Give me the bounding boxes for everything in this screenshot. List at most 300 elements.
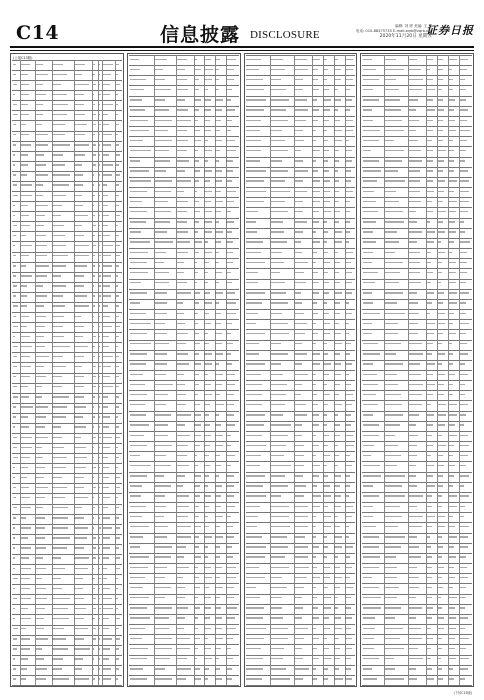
table-row-rule — [246, 583, 356, 584]
table-cell-text — [385, 262, 403, 263]
table-cell-text — [226, 313, 235, 314]
table-row-rule — [246, 126, 356, 127]
table-cell-text — [116, 154, 120, 155]
table-cell-text — [226, 343, 233, 344]
table-cell-text — [204, 363, 211, 364]
table-row-rule — [129, 319, 239, 320]
table-cell-text — [449, 241, 454, 242]
table-cell-text — [93, 74, 95, 75]
table-cell-text — [438, 516, 445, 517]
table-cell-text — [36, 437, 48, 438]
table-cell-text — [460, 79, 465, 80]
table-cell-text — [21, 205, 28, 206]
table-cell-text — [449, 658, 456, 659]
table-cell-text — [93, 517, 94, 518]
table-cell-text — [13, 356, 17, 357]
table-cell-text — [74, 447, 86, 448]
table-cell-text — [427, 546, 431, 547]
table-cell-text — [130, 353, 147, 354]
table-cell-text — [74, 497, 88, 498]
table-cell-text — [36, 578, 42, 579]
table-cell-text — [13, 326, 18, 327]
table-cell-text — [345, 353, 350, 354]
table-cell-text — [460, 414, 466, 415]
table-cell-text — [52, 628, 63, 629]
table-cell-text — [385, 99, 400, 100]
table-row-rule — [129, 340, 239, 341]
table-cell-text — [116, 608, 118, 609]
table-row-rule — [246, 319, 356, 320]
table-cell-text — [271, 475, 286, 476]
table-cell-text — [21, 618, 31, 619]
table-cell-text — [93, 588, 95, 589]
table-cell-text — [215, 69, 219, 70]
table-row-rule — [12, 181, 122, 182]
table-cell-text — [409, 140, 418, 141]
table-cell-text — [74, 467, 85, 468]
table-cell-text — [323, 556, 327, 557]
table-cell-text — [385, 414, 403, 415]
table-cell-text — [177, 394, 186, 395]
table-row-rule — [362, 55, 472, 56]
table-cell-text — [363, 648, 374, 649]
table-cell-text — [363, 678, 377, 679]
masthead-meta — [312, 24, 432, 39]
table-cell-text — [334, 252, 337, 253]
table-cell-text — [36, 447, 42, 448]
table-cell-text — [246, 394, 261, 395]
table-cell-text — [204, 180, 210, 181]
table-column-2 — [127, 53, 241, 687]
table-cell-text — [215, 587, 222, 588]
section-title-en: DISCLOSURE — [250, 29, 320, 41]
table-cell-text — [334, 353, 340, 354]
table-cell-text — [427, 109, 435, 110]
table-cell-text — [21, 336, 30, 337]
table-cell-text — [363, 384, 378, 385]
table-cell-text — [363, 587, 379, 588]
table-cell-text — [246, 252, 261, 253]
table-cell-text — [52, 285, 66, 286]
table-row-rule — [246, 289, 356, 290]
table-cell-text — [215, 658, 219, 659]
table-cell-text — [271, 120, 289, 121]
table-cell-text — [226, 424, 235, 425]
table-cell-text — [460, 455, 468, 456]
table-row-rule — [246, 177, 356, 178]
table-cell-text — [36, 618, 44, 619]
table-row-rule — [129, 85, 239, 86]
table-cell-text — [116, 336, 119, 337]
table-cell-text — [295, 394, 302, 395]
table-cell-text — [204, 628, 211, 629]
table-cell-text — [99, 658, 100, 659]
table-cell-text — [345, 404, 352, 405]
table-row-rule — [362, 451, 472, 452]
table-cell-text — [103, 64, 113, 65]
table-cell-text — [52, 94, 67, 95]
table-cell-text — [130, 140, 143, 141]
table-cell-text — [271, 617, 284, 618]
table-cell-text — [13, 104, 17, 105]
table-row-rule — [362, 583, 472, 584]
table-cell-text — [295, 170, 309, 171]
table-cell-text — [130, 577, 146, 578]
table-cell-text — [74, 346, 88, 347]
table-cell-text — [21, 557, 30, 558]
table-cell-text — [226, 678, 232, 679]
table-cell-text — [363, 69, 376, 70]
table-cell-text — [99, 124, 101, 125]
table-cell-text — [438, 130, 443, 131]
table-cell-text — [460, 485, 465, 486]
table-cell-text — [36, 114, 44, 115]
table-cell-text — [449, 455, 453, 456]
table-cell-text — [93, 618, 95, 619]
table-cell-text — [427, 120, 434, 121]
table-cell-text — [215, 384, 222, 385]
table-row-rule — [362, 624, 472, 625]
table-cell-text — [116, 457, 118, 458]
table-cell-text — [52, 326, 63, 327]
table-cell-text — [385, 506, 400, 507]
table-row-rule — [12, 373, 122, 374]
table-row-rule — [362, 492, 472, 493]
table-cell-text — [246, 59, 261, 60]
table-cell-text — [177, 140, 188, 141]
table-cell-text — [52, 547, 66, 548]
table-cell-text — [271, 536, 288, 537]
table-cell-text — [427, 526, 432, 527]
table-cell-text — [130, 516, 143, 517]
table-cell-text — [74, 114, 84, 115]
table-cell-text — [13, 457, 18, 458]
table-cell-text — [74, 195, 81, 196]
table-cell-text — [427, 231, 435, 232]
table-cell-text — [99, 487, 100, 488]
table-cell-text — [246, 424, 264, 425]
table-cell-text — [52, 336, 64, 337]
table-row-rule — [362, 360, 472, 361]
table-cell-text — [345, 323, 349, 324]
table-cell-text — [215, 201, 222, 202]
table-cell-text — [21, 638, 30, 639]
table-cell-text — [312, 160, 315, 161]
table-cell-text — [93, 497, 94, 498]
table-cell-text — [438, 668, 442, 669]
table-cell-text — [345, 678, 352, 679]
table-cell-text — [21, 195, 32, 196]
table-cell-text — [204, 567, 211, 568]
table-cell-text — [194, 79, 198, 80]
table-cell-text — [323, 241, 327, 242]
table-cell-text — [295, 587, 304, 588]
table-cell-text — [438, 191, 444, 192]
table-row-rule — [129, 573, 239, 574]
table-cell-text — [246, 628, 266, 629]
table-row-rule — [129, 116, 239, 117]
table-cell-text — [226, 241, 233, 242]
table-cell-text — [323, 455, 330, 456]
table-cell-text — [74, 305, 88, 306]
table-cell-text — [99, 497, 100, 498]
table-cell-text — [438, 455, 443, 456]
table-cell-text — [204, 648, 211, 649]
table-cell-text — [409, 333, 418, 334]
table-cell-text — [52, 366, 66, 367]
table-cell-text — [177, 59, 187, 60]
table-cell-text — [116, 245, 120, 246]
table-cell-text — [155, 567, 167, 568]
table-cell-text — [363, 607, 381, 608]
table-cell-text — [460, 617, 468, 618]
table-cell-text — [103, 164, 113, 165]
table-row-rule — [246, 228, 356, 229]
table-cell-text — [334, 160, 338, 161]
table-cell-text — [130, 556, 150, 557]
table-cell-text — [345, 556, 350, 557]
table-cell-text — [427, 628, 431, 629]
table-cell-text — [449, 130, 456, 131]
table-cell-text — [323, 333, 330, 334]
table-cell-text — [155, 668, 165, 669]
table-cell-text — [116, 215, 120, 216]
table-cell-text — [130, 536, 144, 537]
table-cell-text — [295, 658, 303, 659]
table-cell-text — [438, 607, 442, 608]
table-row-rule — [129, 360, 239, 361]
table-cell-text — [194, 282, 197, 283]
table-cell-text — [345, 343, 350, 344]
table-cell-text — [177, 384, 185, 385]
table-row-rule — [246, 106, 356, 107]
table-cell-text — [345, 69, 353, 70]
table-cell-text — [246, 343, 259, 344]
table-row-rule — [246, 360, 356, 361]
table-cell-text — [345, 516, 351, 517]
table-row-rule — [129, 279, 239, 280]
table-cell-text — [323, 424, 327, 425]
table-cell-text — [438, 495, 442, 496]
table-cell-text — [155, 323, 165, 324]
table-cell-text — [130, 506, 147, 507]
table-cell-text — [215, 343, 222, 344]
table-cell-text — [99, 235, 101, 236]
table-cell-text — [103, 537, 110, 538]
table-cell-text — [103, 174, 112, 175]
table-cell-text — [99, 557, 100, 558]
table-cell-text — [194, 628, 198, 629]
table-cell-text — [74, 547, 84, 548]
table-row-rule — [12, 352, 122, 353]
table-cell-text — [13, 668, 16, 669]
table-cell-text — [21, 406, 33, 407]
table-cell-text — [312, 262, 316, 263]
table-cell-text — [345, 241, 349, 242]
table-row-rule — [129, 563, 239, 564]
table-cell-text — [226, 160, 232, 161]
table-cell-text — [226, 180, 232, 181]
table-cell-text — [449, 292, 457, 293]
table-cell-text — [36, 588, 46, 589]
table-row-rule — [246, 512, 356, 513]
table-cell-text — [99, 215, 101, 216]
table-cell-text — [13, 74, 16, 75]
table-cell-text — [155, 435, 168, 436]
table-cell-text — [460, 638, 469, 639]
table-row-rule — [246, 238, 356, 239]
table-cell-text — [312, 638, 319, 639]
table-cell-text — [99, 537, 100, 538]
table-cell-text — [312, 353, 320, 354]
table-cell-text — [52, 174, 69, 175]
table-cell-text — [215, 414, 219, 415]
table-row-rule — [12, 574, 122, 575]
table-cell-text — [103, 578, 107, 579]
table-cell-text — [409, 343, 422, 344]
table-cell-text — [323, 231, 328, 232]
table-cell-text — [204, 99, 210, 100]
table-cell-text — [312, 69, 318, 70]
table-cell-text — [99, 578, 101, 579]
table-cell-text — [334, 506, 341, 507]
table-cell-text — [116, 406, 119, 407]
table-cell-text — [246, 435, 262, 436]
table-cell-text — [334, 363, 340, 364]
table-cell-text — [226, 79, 233, 80]
table-cell-text — [226, 394, 234, 395]
table-cell-text — [409, 536, 417, 537]
table-cell-text — [103, 195, 108, 196]
table-cell-text — [177, 109, 188, 110]
table-cell-text — [460, 394, 465, 395]
table-cell-text — [194, 241, 201, 242]
table-cell-text — [36, 144, 48, 145]
table-cell-text — [295, 180, 304, 181]
table-cell-text — [177, 587, 185, 588]
table-cell-text — [460, 658, 469, 659]
table-row-rule — [362, 665, 472, 666]
table-cell-text — [460, 69, 467, 70]
table-cell-text — [345, 89, 349, 90]
table-cell-text — [295, 160, 303, 161]
table-cell-text — [74, 608, 86, 609]
table-cell-text — [460, 211, 468, 212]
table-cell-text — [36, 477, 44, 478]
table-row-rule — [246, 96, 356, 97]
table-cell-text — [427, 404, 432, 405]
table-cell-text — [215, 435, 222, 436]
table-cell-text — [363, 343, 378, 344]
table-cell-text — [99, 608, 101, 609]
table-cell-text — [323, 170, 329, 171]
table-cell-text — [194, 109, 199, 110]
table-cell-text — [13, 124, 16, 125]
table-cell-text — [323, 363, 331, 364]
table-row-rule — [362, 614, 472, 615]
table-cell-text — [385, 424, 400, 425]
table-cell-text — [103, 517, 110, 518]
table-cell-text — [363, 262, 372, 263]
table-cell-text — [427, 516, 435, 517]
table-cell-text — [409, 79, 423, 80]
table-cell-text — [93, 426, 94, 427]
table-cell-text — [74, 588, 83, 589]
table-cell-text — [271, 648, 285, 649]
table-cell-text — [312, 333, 318, 334]
table-cell-text — [323, 180, 330, 181]
table-cell-text — [194, 648, 198, 649]
table-cell-text — [271, 160, 283, 161]
table-cell-text — [449, 89, 453, 90]
table-cell-text — [13, 215, 15, 216]
table-cell-text — [334, 59, 338, 60]
table-cell-text — [130, 180, 151, 181]
table-cell-text — [21, 285, 27, 286]
table-cell-text — [74, 205, 82, 206]
table-cell-text — [103, 376, 110, 377]
table-cell-text — [323, 109, 330, 110]
table-cell-text — [52, 477, 61, 478]
table-row-rule — [129, 451, 239, 452]
table-cell-text — [177, 546, 186, 547]
table-row-rule — [12, 473, 122, 474]
table-row-rule — [362, 258, 472, 259]
table-cell-text — [74, 134, 85, 135]
table-row-rule — [129, 655, 239, 656]
table-cell-text — [74, 174, 83, 175]
table-cell-text — [177, 668, 191, 669]
table-cell-text — [130, 69, 141, 70]
table-cell-text — [345, 292, 352, 293]
table-cell-text — [21, 326, 27, 327]
table-cell-text — [99, 598, 101, 599]
table-cell-text — [246, 617, 262, 618]
table-row-rule — [12, 614, 122, 615]
section-title: 信息披露 — [160, 24, 241, 46]
table-cell-text — [385, 516, 402, 517]
table-cell-text — [312, 282, 318, 283]
table-cell-text — [13, 205, 16, 206]
table-row-rule — [12, 524, 122, 525]
table-cell-text — [204, 394, 212, 395]
table-cell-text — [449, 262, 456, 263]
table-cell-text — [13, 154, 15, 155]
table-cell-text — [155, 607, 172, 608]
table-cell-text — [93, 547, 95, 548]
table-cell-text — [93, 386, 96, 387]
table-cell-text — [438, 536, 442, 537]
table-cell-text — [345, 658, 351, 659]
table-cell-text — [334, 414, 337, 415]
table-cell-text — [155, 292, 167, 293]
table-cell-text — [460, 526, 469, 527]
table-cell-text — [103, 275, 111, 276]
table-cell-text — [409, 191, 419, 192]
table-cell-text — [99, 437, 101, 438]
table-cell-text — [21, 588, 30, 589]
table-cell-text — [13, 487, 16, 488]
table-cell-text — [155, 140, 173, 141]
table-cell-text — [116, 366, 118, 367]
table-cell-text — [215, 170, 222, 171]
table-cell-text — [215, 597, 219, 598]
table-cell-text — [312, 292, 319, 293]
table-cell-text — [215, 211, 220, 212]
table-row-rule — [246, 167, 356, 168]
table-cell-text — [36, 517, 45, 518]
table-cell-text — [21, 114, 30, 115]
